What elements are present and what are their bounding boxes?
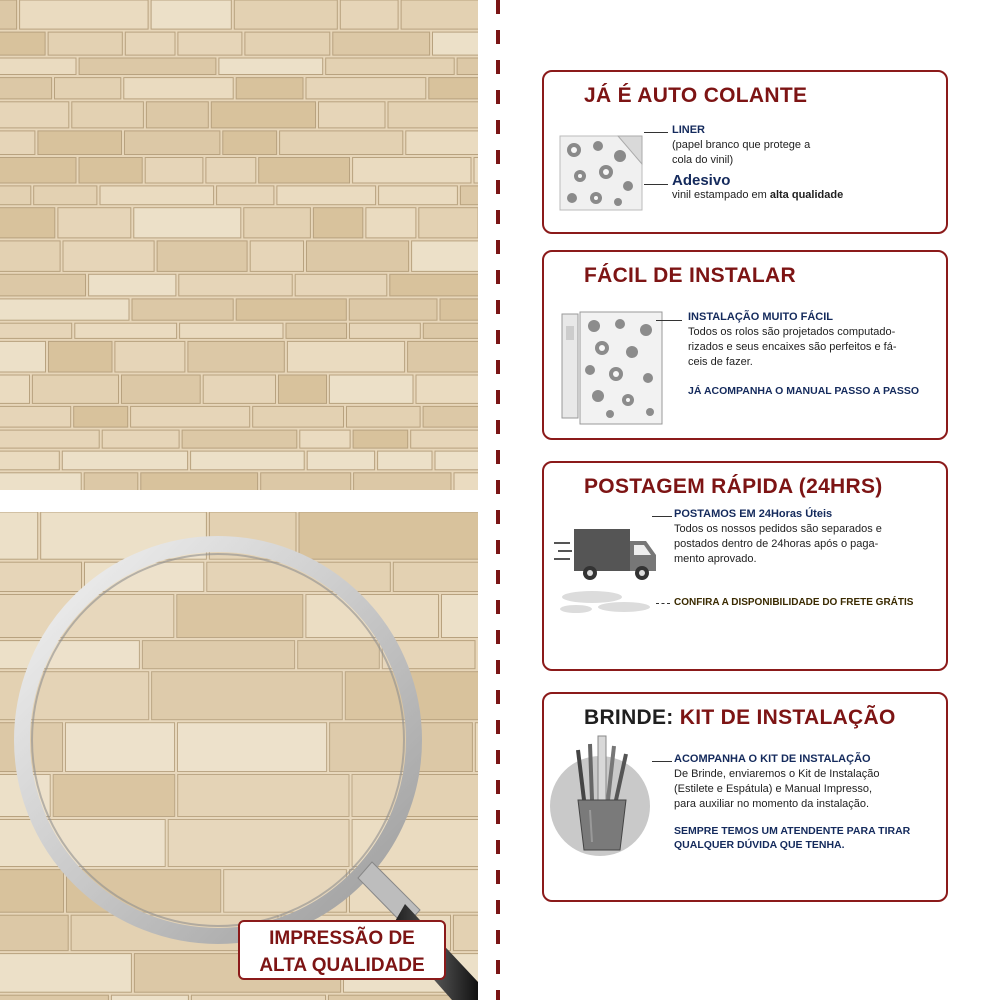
stone-brick [0,341,45,372]
tool-cup-icon [548,730,658,860]
stone-brick [48,32,122,55]
install-text [688,310,897,370]
stone-brick [319,102,386,128]
stone-brick [416,375,478,403]
dashed-divider [496,0,500,1000]
card-self-adhesive [542,70,948,234]
stone-brick [390,274,478,296]
stone-brick [146,102,208,128]
stone-brick [58,208,131,238]
stone-brick [236,78,303,99]
stone-brick [406,131,478,155]
stone-brick [244,208,311,238]
stone-brick [313,208,362,238]
stone-brick [79,58,216,75]
stone-brick [350,323,421,338]
liner-text [672,123,810,168]
stone-brick [333,32,430,55]
wallpaper-roll-icon [558,308,668,428]
stone-brick [286,323,347,338]
stone-brick [179,274,292,296]
stone-brick [0,274,85,296]
stone-brick [0,131,35,155]
liner-desc-2: cola do vinil) [672,154,734,166]
stone-brick [0,430,99,448]
stone-brick [419,208,478,238]
stone-brick [0,473,81,490]
stone-brick [300,430,350,448]
shipping-text [674,507,882,567]
card-gift-kit [542,692,948,902]
stone-brick [191,451,305,470]
stone-brick [349,299,437,320]
stone-brick [408,341,478,372]
adesivo-text [672,173,843,203]
vinyl-sample-icon [558,134,648,214]
stone-brick [62,451,187,470]
stone-brick [132,299,233,320]
adesivo-desc [672,188,843,203]
liner-connector [644,132,668,133]
stone-brick [157,241,247,272]
delivery-truck-icon [552,519,662,615]
stone-brick [75,323,177,338]
stone-brick [178,32,242,55]
stone-brick [84,473,138,490]
stone-brick [115,341,185,372]
stone-brick [211,102,315,128]
stone-brick [329,375,413,403]
install-connector [656,320,682,321]
stone-brick [0,186,31,205]
stone-brick [102,430,179,448]
stone-brick [287,341,404,372]
stone-brick [460,186,478,205]
stone-brick [0,102,69,128]
stone-brick [277,186,376,205]
stone-brick [180,323,283,338]
stone-brick [412,241,478,272]
stone-brick [55,78,121,99]
stone-brick [223,131,277,155]
stone-brick [457,58,478,75]
stone-brick [145,158,203,184]
stone-brick [188,341,284,372]
stone-brick [0,0,17,29]
stone-brick [100,186,214,205]
stone-brick [203,375,275,403]
stone-brick [307,241,409,272]
stone-brick [280,131,403,155]
stone-brick [125,131,220,155]
stone-brick [131,406,250,427]
stone-brick [0,32,45,55]
shipping-heading: POSTAMOS EM 24Horas Úteis [674,508,833,520]
stone-brick [49,341,113,372]
shipping-note: CONFIRA A DISPONIBILIDADE DO FRETE GRÁTIS [674,597,914,608]
stone-brick [379,186,458,205]
stone-brick [0,58,76,75]
stone-brick [234,0,337,29]
shipping-line-1: Todos os nossos pedidos são separados e [674,523,882,535]
card-title: FÁCIL DE INSTALAR [584,264,796,287]
adesivo-connector [644,184,668,185]
card-fast-shipping [542,461,948,671]
stone-brick [0,241,60,272]
stone-brick [0,299,129,320]
stone-brick [429,78,478,99]
stone-brick [401,0,478,29]
stone-brick [72,102,144,128]
stone-brick [125,32,175,55]
stone-brick [307,451,374,470]
install-note: JÁ ACOMPANHA O MANUAL PASSO A PASSO [688,385,920,397]
stone-brick [0,323,72,338]
card-title-dark: BRINDE: [584,706,674,729]
liner-desc-1: (papel branco que protege a [672,139,811,151]
stone-brick [435,451,478,470]
shipping-line-2: postados dentro de 24horas após o paga- [674,538,879,550]
stone-brick [20,0,149,29]
stone-brick [245,32,330,55]
stone-brick [206,158,256,184]
stone-brick [423,323,478,338]
stone-brick [74,406,128,427]
stone-brick [79,158,142,184]
stone-brick [411,430,478,448]
stone-brick [0,208,55,238]
stone-brick [250,241,303,272]
stone-brick [34,186,97,205]
kit-note [674,824,910,852]
stone-brick [279,375,327,403]
install-heading: INSTALAÇÃO MUITO FÁCIL [688,311,834,323]
stone-brick [122,375,201,403]
kit-connector [652,761,672,762]
stone-brick [259,158,350,184]
kit-heading: ACOMPANHA O KIT DE INSTALAÇÃO [674,753,871,765]
install-line-2: rizados e seus encaixes são perfeitos e fá- [688,341,897,353]
quality-badge [238,920,446,980]
stone-brick [0,158,76,184]
stone-brick [253,406,344,427]
stone-brick [433,32,479,55]
stone-brick [32,375,118,403]
liner-label: LINER [672,124,705,136]
shipping-line-3: mento aprovado. [674,553,757,565]
stone-brick [134,208,241,238]
card-easy-install [542,250,948,440]
card-title: POSTAGEM RÁPIDA (24HRS) [584,475,883,498]
install-line-3: ceis de fazer. [688,356,753,368]
kit-text [674,752,879,812]
stone-brick [0,451,59,470]
card-title-red: KIT DE INSTALAÇÃO [673,706,896,729]
card-title: JÁ É AUTO COLANTE [584,84,808,107]
quality-badge-line-2: ALTA QUALIDADE [259,955,425,976]
shipping-connector [652,516,672,517]
stone-brick [474,158,478,184]
kit-note-2: QUALQUER DÚVIDA QUE TENHA. [674,839,845,851]
stone-brick [423,406,478,427]
kit-line-3: para auxiliar no momento da instalação. [674,798,870,810]
kit-line-2: (Estilete e Espátula) e Manual Impresso, [674,783,873,795]
adesivo-label: Adesivo [672,172,731,189]
stone-brick [353,430,408,448]
kit-line-1: De Brinde, enviaremos o Kit de Instalação [674,768,880,780]
stone-bricks-top [0,0,478,490]
stone-brick [353,158,471,184]
shipping-note-connector [656,603,670,604]
stone-brick [388,102,478,128]
stone-brick [440,299,478,320]
stone-brick [0,406,71,427]
stone-brick [89,274,176,296]
stone-wall-texture-zoomed [0,512,478,1000]
stone-brick [378,451,432,470]
stone-brick [38,131,122,155]
stone-brick [340,0,398,29]
stone-brick [295,274,387,296]
stone-brick [151,0,231,29]
stone-brick [347,406,421,427]
stone-brick [261,473,351,490]
stone-brick [306,78,426,99]
stone-brick [454,473,478,490]
stone-brick [63,241,154,272]
stone-brick [366,208,416,238]
adesivo-desc-bold: alta qualidade [769,189,844,201]
card-title [584,706,896,730]
stone-brick [354,473,451,490]
stone-brick [0,78,52,99]
stone-brick [182,430,297,448]
stone-brick [217,186,274,205]
stone-brick [0,375,30,403]
stone-brick [326,58,455,75]
adesivo-desc-plain: vinil estampado em [672,189,767,201]
stone-brick [236,299,346,320]
stone-brick [124,78,233,99]
stone-brick [219,58,323,75]
quality-badge-line-1: IMPRESSÃO DE [269,928,415,949]
install-line-1: Todos os rolos são projetados computado- [688,326,896,338]
kit-note-1: SEMPRE TEMOS UM ATENDENTE PARA TIRAR [674,825,911,837]
stone-wall-texture-top [0,0,478,490]
stone-brick [141,473,258,490]
